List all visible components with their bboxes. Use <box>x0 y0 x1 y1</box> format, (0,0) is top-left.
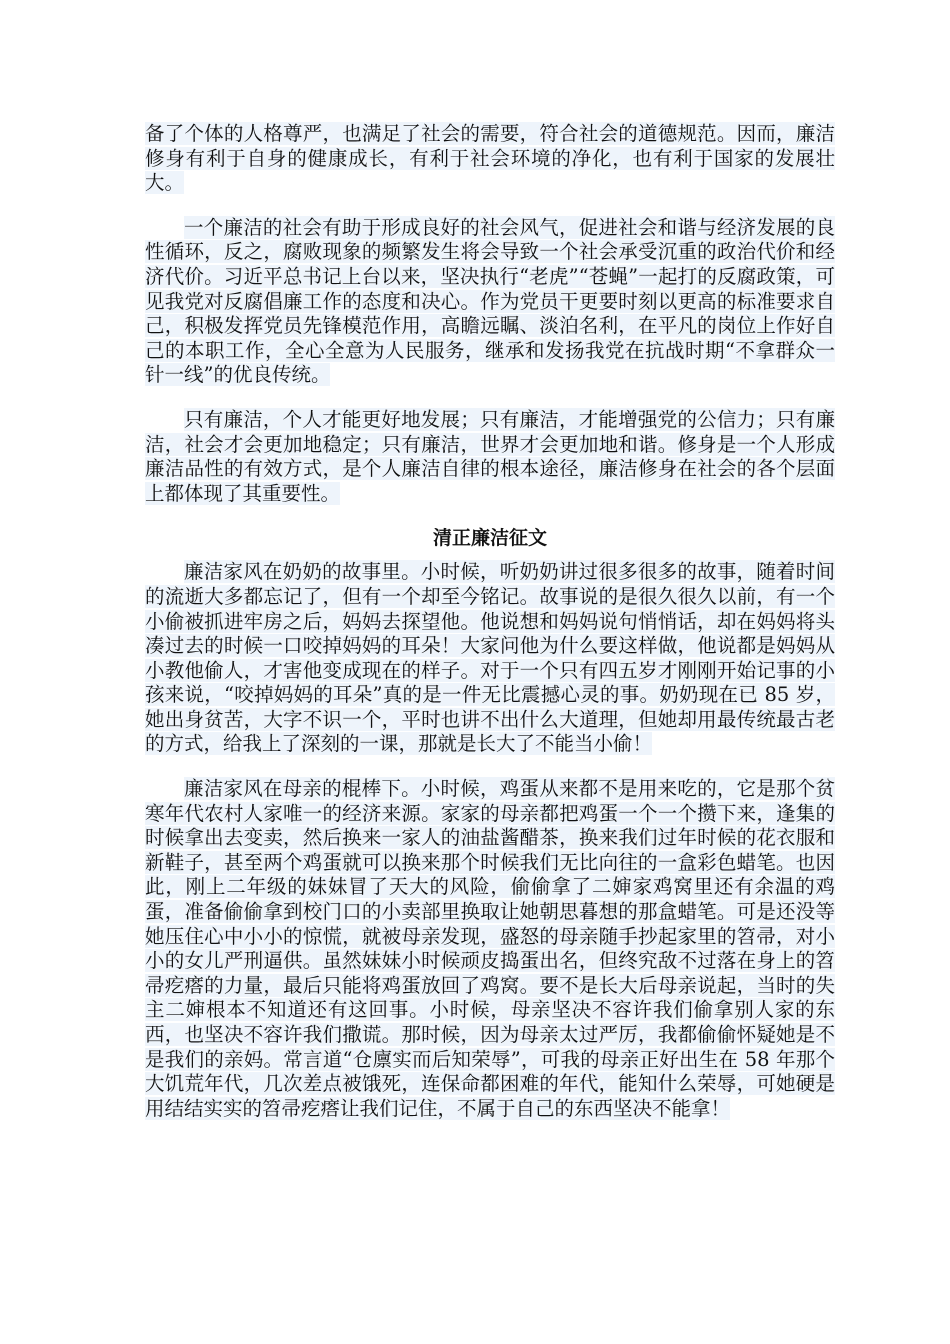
paragraph <box>145 216 835 388</box>
paragraph-text: 只有廉洁，个人才能更好地发展；只有廉洁，才能增强党的公信力；只有廉洁，社会才会更加地稳定；只有廉洁，世界才会更加地和谐。修身是一个人形成廉洁品性的有效方式，是个人廉洁自律的根本途径，廉洁修身在社会的各个层面上都体现了其重要性。 <box>145 407 835 505</box>
document-page <box>145 122 835 1141</box>
section-title: 清正廉洁征文 <box>432 527 547 550</box>
paragraph-text: 一个廉洁的社会有助于形成良好的社会风气，促进社会和谐与经济发展的良性循环，反之，腐败现象的频繁发生将会导致一个社会承受沉重的政治代价和经济代价。习近平总书记上台以来，坚决执行“老虎”“苍蝇”一起打的反腐政策，可见我党对反腐倡廉工作的态度和决心。作为党员干更要时刻以更高的标准要求自己，积极发挥党员先锋模范作用，高瞻远瞩、淡泊名利，在平凡的岗位上作好自己的本职工作，全心全意为人民服务，继承和发扬我党在抗战时期“不拿群众一针一线”的优良传统。 <box>145 215 835 387</box>
paragraph-text: 备了个体的人格尊严，也满足了社会的需要，符合社会的道德规范。因而，廉洁修身有利于自身的健康成长，有利于社会环境的净化，也有利于国家的发展壮大。 <box>145 122 835 195</box>
paragraph <box>145 560 835 757</box>
paragraph <box>145 408 835 506</box>
paragraph <box>145 122 835 196</box>
paragraph-text: 廉洁家风在母亲的棍棒下。小时候，鸡蛋从来都不是用来吃的，它是那个贫寒年代农村人家唯一的经济来源。家家的母亲都把鸡蛋一个一个攒下来，逢集的时候拿出去变卖，然后换来一家人的油盐酱醋茶，换来我们过年时候的花衣服和新鞋子，甚至两个鸡蛋就可以换来那个时候我们无比向往的一盒彩色蜡笔。也因此，刚上二年级的妹妹冒了天大的风险，偷偷拿了二婶家鸡窝里还有余温的鸡蛋，准备偷偷拿到校门口的小卖部里换取让她朝思暮想的那盒蜡笔。可是还没等她压住心中小小的惊慌，就被母亲发现，盛怒的母亲随手抄起家里的笤帚，对小小的女儿严刑逼供。虽然妹妹小时候顽皮捣蛋出名，但终究敌不过落在身上的笤帚疙瘩的力量，最后只能将鸡蛋放回了鸡窝。要不是长大后母亲说起，当时的失主二婶根本不知道还有这回事。小时候，母亲坚决不容许我们偷拿别人家的东西，也坚决不容许我们撒谎。那时候，因为母亲太过严厉，我都偷偷怀疑她是不是我们的亲妈。常言道“仓廪实而后知荣辱”，可我的母亲正好出生在 58 年那个大饥荒年代，几次差点被饿死，连保命都困难的年代，能知什么荣辱，可她硬是用结结实实的笤帚疙瘩让我们记住，不属于自己的东西坚决不能拿！ <box>145 777 835 1120</box>
paragraph <box>145 777 835 1121</box>
paragraph-text: 廉洁家风在奶奶的故事里。小时候，听奶奶讲过很多很多的故事，随着时间的流逝大多都忘记了，但有一个却至今铭记。故事说的是很久很久以前，有一个小偷被抓进牢房之后，妈妈去探望他。他说想和妈妈说句悄悄话，却在妈妈将头凑过去的时候一口咬掉妈妈的耳朵！大家问他为什么要这样做，他说都是妈妈从小教他偷人，才害他变成现在的样子。对于一个只有四五岁才刚刚开始记事的小孩来说，“咬掉妈妈的耳朵”真的是一件无比震撼心灵的事。奶奶现在已 85 岁，她出身贫苦，大字不识一个，平时也讲不出什么大道理，但她却用最传统最古老的方式，给我上了深刻的一课，那就是长大了不能当小偷！ <box>145 560 835 756</box>
